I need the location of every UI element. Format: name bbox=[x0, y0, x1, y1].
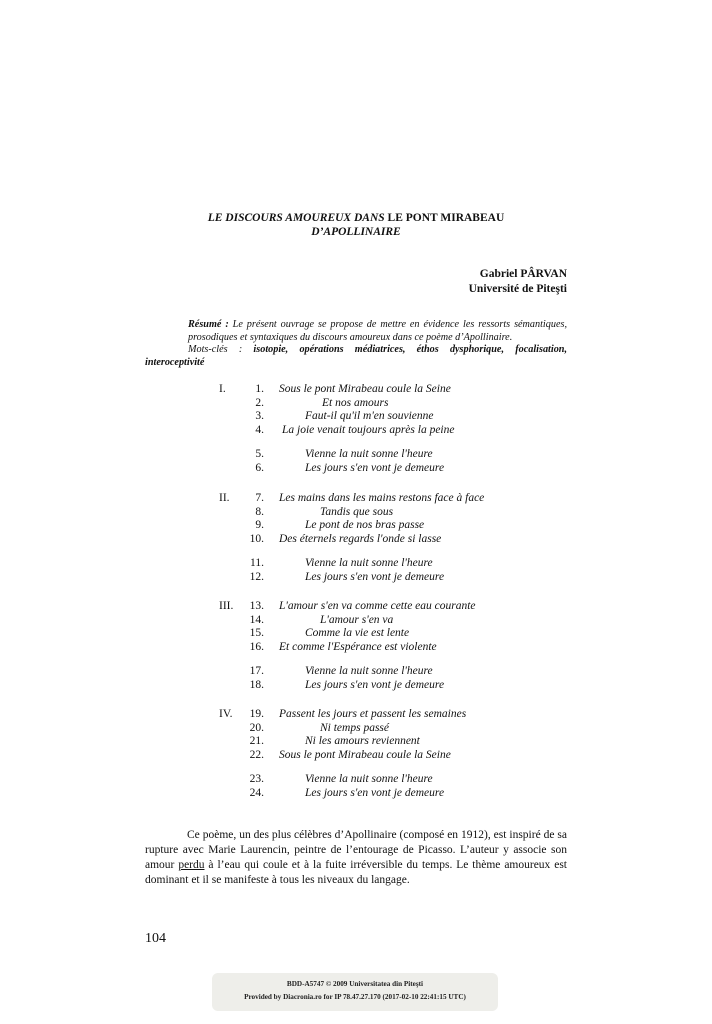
poem-line: Des éternels regards l'onde si lasse bbox=[279, 533, 442, 546]
body-part2: à l’eau qui coule et à la fuite irréversible du temps. Le thème amoureux est dominant et il se manifeste à tous les niveaux du langage. bbox=[145, 859, 567, 886]
title-line1-plain: LE PONT MIRABEAU bbox=[384, 212, 505, 224]
abstract-text: Le présent ouvrage se propose de mettre en évidence les ressorts sémantiques, prosodiques et syntaxiques du discours amoureux dans ce poème d’Apollinaire. bbox=[188, 319, 567, 343]
poem-line: L'amour s'en va bbox=[320, 613, 394, 626]
poem-line: Vienne la nuit sonne l'heure bbox=[305, 773, 433, 786]
line-number: 14. bbox=[249, 613, 264, 626]
poem-line: Les jours s'en vont je demeure bbox=[305, 679, 445, 691]
page-number: 104 bbox=[145, 931, 166, 946]
line-number: 6. bbox=[255, 462, 264, 474]
body-paragraph bbox=[145, 828, 567, 888]
footer-line2: Provided by Diacronia.ro for IP 78.47.27.170 (2017-02-10 22:41:15 UTC) bbox=[244, 993, 466, 1001]
line-number: 13. bbox=[249, 600, 264, 612]
line-number: 22. bbox=[249, 749, 264, 762]
line-number: 11. bbox=[250, 557, 264, 570]
poem-line: Les jours s'en vont je demeure bbox=[305, 571, 445, 583]
line-number: 18. bbox=[249, 679, 264, 691]
poem-line: Sous le pont Mirabeau coule la Seine bbox=[279, 383, 451, 395]
line-number: 2. bbox=[255, 396, 264, 409]
poem-line: Sous le pont Mirabeau coule la Seine bbox=[279, 749, 451, 762]
line-number: 9. bbox=[255, 519, 264, 532]
poem-line: Ni les amours reviennent bbox=[305, 735, 420, 748]
line-number: 12. bbox=[249, 571, 264, 583]
stanza-number: III. bbox=[219, 600, 234, 612]
poem-line: La joie venait toujours après la peine bbox=[282, 424, 455, 437]
poem-line: Et nos amours bbox=[322, 396, 389, 409]
poem-line: Les jours s'en vont je demeure bbox=[305, 787, 445, 799]
abstract-label: Résumé : bbox=[188, 319, 229, 330]
footer-box bbox=[212, 973, 498, 1011]
poem-line: Vienne la nuit sonne l'heure bbox=[305, 448, 433, 461]
line-number: 8. bbox=[255, 505, 264, 518]
poem-line: Les mains dans les mains restons face à face bbox=[279, 492, 485, 504]
title-line2: D’APOLLINAIRE bbox=[311, 226, 401, 238]
footer-line1: BDD-A5747 © 2009 Universitatea din Piteşti bbox=[286, 980, 424, 988]
poem-line: Ni temps passé bbox=[320, 721, 389, 734]
author-name: Gabriel PÂRVAN bbox=[479, 268, 567, 280]
line-number: 10. bbox=[249, 533, 264, 546]
line-number: 16. bbox=[249, 641, 264, 654]
title-line1-italic: LE DISCOURS AMOUREUX DANS bbox=[207, 212, 385, 224]
stanza-number: IV. bbox=[219, 708, 233, 720]
poem-line: Faut-il qu'il m'en souvienne bbox=[305, 410, 434, 423]
line-number: 4. bbox=[255, 424, 264, 437]
line-number: 3. bbox=[255, 410, 264, 423]
poem-line: Le pont de nos bras passe bbox=[305, 519, 425, 532]
poem-line: Comme la vie est lente bbox=[305, 627, 410, 640]
body-part1: Ce poème, un des plus célèbres d’Apollinaire (composé en 1912), est inspiré de sa rupture avec Marie Laurencin, peintre de l’entourage de Picasso. L’auteur y associe son amour bbox=[145, 829, 567, 871]
poem-line: Passent les jours et passent les semaines bbox=[279, 708, 467, 720]
poem-line: Tandis que sous bbox=[320, 505, 394, 518]
line-number: 1. bbox=[255, 383, 264, 395]
line-number: 23. bbox=[249, 773, 264, 786]
line-number: 15. bbox=[249, 627, 264, 640]
line-number: 17. bbox=[249, 665, 264, 678]
line-number: 24. bbox=[249, 787, 264, 799]
poem-line: Les jours s'en vont je demeure bbox=[305, 462, 445, 474]
poem-line: Et comme l'Espérance est violente bbox=[279, 641, 437, 654]
line-number: 5. bbox=[255, 448, 264, 461]
line-number: 7. bbox=[255, 492, 264, 504]
poem-line: Vienne la nuit sonne l'heure bbox=[305, 665, 433, 678]
poem-line: Vienne la nuit sonne l'heure bbox=[305, 557, 433, 570]
keywords-label: Mots-clés : bbox=[188, 344, 243, 356]
line-number: 20. bbox=[249, 721, 264, 734]
stanza-number: II. bbox=[219, 492, 230, 504]
author-affiliation: Université de Piteşti bbox=[468, 283, 567, 295]
stanza-number: I. bbox=[219, 383, 226, 395]
body-underlined-word: perdu bbox=[178, 859, 205, 871]
keywords-text: isotopie, opérations médiatrices, éthos dysphorique, focalisation, interoceptivité bbox=[145, 344, 568, 368]
poem-line: L'amour s'en va comme cette eau courante bbox=[279, 600, 476, 612]
line-number: 21. bbox=[249, 735, 264, 748]
line-number: 19. bbox=[249, 708, 264, 720]
